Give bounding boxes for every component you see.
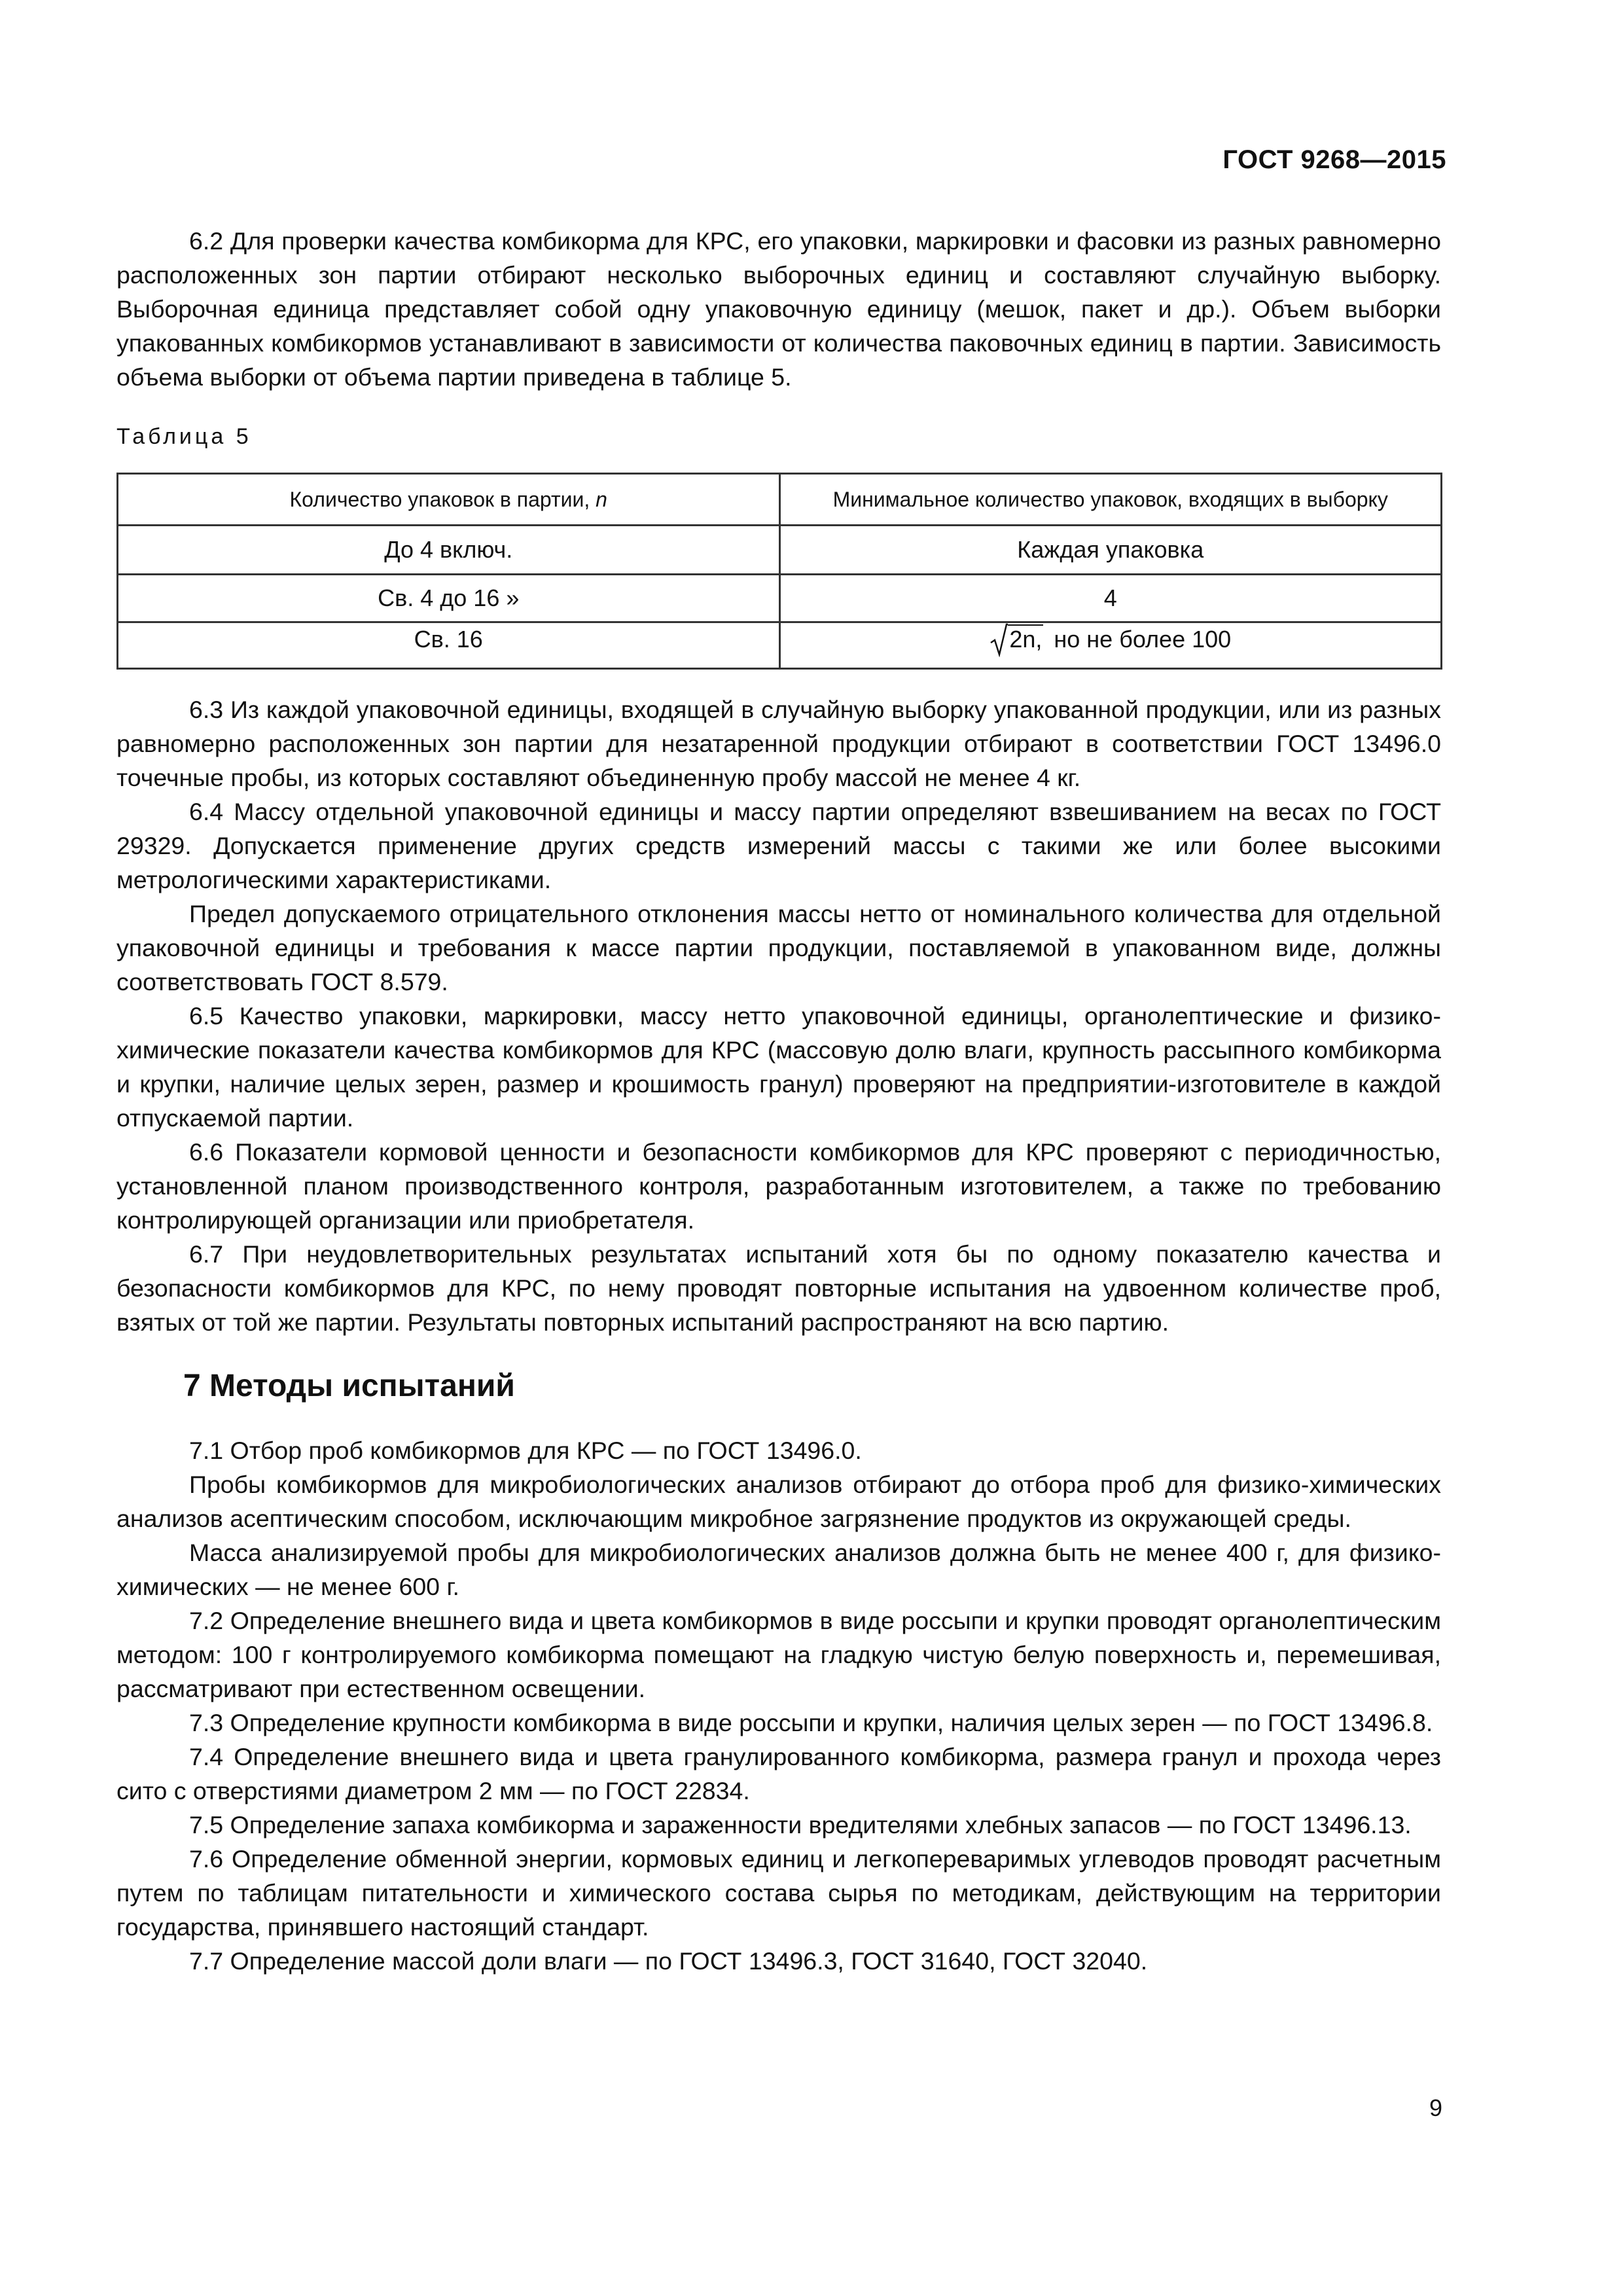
table-row xyxy=(118,526,1442,575)
table-cell-min-samples: Каждая упаковка xyxy=(779,526,1442,575)
table-header-lot-size-text: Количество упаковок в партии, xyxy=(289,487,590,511)
paragraph-6-7: 6.7 При неудовлетворительных результатах испытаний хотя бы по одному показателю качества и безопасности комбикормов для КРС, по нему проводят повторные испытания на удвоенном количестве проб, взятых от той же партии. Результаты повторных испытаний распространяют на всю партию. xyxy=(116,1240,1441,1336)
paragraph-6-3: 6.3 Из каждой упаковочной единицы, входящей в случайную выборку упакованной продукции, или из разных равномерно расположенных зон партии для незатаренной продукции отбирают в соответствии ГОСТ 13496.0 точечные пробы, из которых составляют объединенную пробу массой не менее 4 кг. xyxy=(116,696,1441,791)
section-7-title: 7 Методы испытаний xyxy=(183,1369,515,1403)
standard-code-header: ГОСТ 9268—2015 xyxy=(1222,145,1446,174)
page-number: 9 xyxy=(1429,2094,1442,2121)
table-cell-lot-size: Св. 4 до 16 » xyxy=(118,575,780,622)
paragraph-7-1-mass: Масса анализируемой пробы для микробиологических анализов должна быть не менее 400 г, для физико-химических — не менее 600 г. xyxy=(116,1539,1441,1600)
paragraph-7-2: 7.2 Определение внешнего вида и цвета комбикормов в виде россыпи и крупки проводят органолептическим методом: 100 г контролируемого комбикорма помещают на гладкую чистую белую поверхность и, перемешивая, рассматривают при естественном освещении. xyxy=(116,1607,1441,1702)
paragraph-7-3: 7.3 Определение крупности комбикорма в виде россыпи и крупки, наличия целых зерен — по ГОСТ 13496.8. xyxy=(189,1709,1433,1736)
section-6-2 xyxy=(116,224,1441,394)
paragraph-7-1: 7.1 Отбор проб комбикормов для КРС — по ГОСТ 13496.0. xyxy=(189,1437,862,1464)
paragraph-6-4: 6.4 Массу отдельной упаковочной единицы и массу партии определяют взвешиванием на весах по ГОСТ 29329. Допускается применение других средств измерений массы с такими же или более высокими метрологическими характеристиками. xyxy=(116,798,1441,893)
radical-sign-icon xyxy=(990,623,1008,657)
table-cell-lot-size: Св. 16 xyxy=(118,622,780,669)
square-root-radicand: 2n, xyxy=(1009,626,1043,653)
square-root-expression xyxy=(990,626,1043,653)
sample-size-table xyxy=(116,473,1442,670)
table-header-row xyxy=(118,474,1442,526)
paragraph-7-6: 7.6 Определение обменной энергии, кормовых единиц и легкопереваримых углеводов проводят расчетным путем по таблицам питательности и химического состава сырья по методикам, действующим на территории государства, принявшего настоящий стандарт. xyxy=(116,1845,1441,1941)
section-7-body xyxy=(116,1433,1441,1978)
paragraph-6-6: 6.6 Показатели кормовой ценности и безопасности комбикормов для КРС проверяют с периодичностью, установленной планом производственного контроля, разработанным изготовителем, а также по требованию контролирующей организации или приобретателя. xyxy=(116,1138,1441,1234)
table-cell-min-samples xyxy=(779,622,1442,669)
paragraph-6-2: 6.2 Для проверки качества комбикорма для КРС, его упаковки, маркировки и фасовки из разных равномерно расположенных зон партии отбирают несколько выборочных единиц и составляют случайную выборку. Выборочная единица представляет собой одну упаковочную единицу (мешок, пакет и др.). Объем выборки упакованных комбикормов устанавливают в зависимости от количества паковочных единиц в партии. Зависимость объема выборки от объема партии приведена в таблице 5. xyxy=(116,227,1441,391)
paragraph-6-4-limit: Предел допускаемого отрицательного отклонения массы нетто от номинального количества для отдельной упаковочной единицы и требования к массе партии продукции, поставляемой в упакованном виде, должны соответствовать ГОСТ 8.579. xyxy=(116,900,1441,996)
table-header-min-samples: Минимальное количество упаковок, входящих в выборку xyxy=(779,474,1442,526)
table-caption: Таблица 5 xyxy=(116,424,252,449)
table-cell-lot-size: До 4 включ. xyxy=(118,526,780,575)
section-6-3-to-6-7 xyxy=(116,692,1441,1339)
paragraph-6-5: 6.5 Качество упаковки, маркировки, массу нетто упаковочной единицы, органолептические и физико-химические показатели качества комбикормов для КРС (массовую долю влаги, крупность рассыпного комбикорма и крупки, наличие целых зерен, размер и крошимость гранул) проверяют на предприятии-изготовителе в каждой отпускаемой партии. xyxy=(116,1002,1441,1132)
table-row xyxy=(118,622,1442,669)
paragraph-7-4: 7.4 Определение внешнего вида и цвета гранулированного комбикорма, размера гранул и прохода через сито с отверстиями диаметром 2 мм — по ГОСТ 22834. xyxy=(116,1743,1441,1804)
limit-text: но не более 100 xyxy=(1054,626,1232,653)
paragraph-7-5: 7.5 Определение запаха комбикорма и зараженности вредителями хлебных запасов — по ГОСТ 13496.13. xyxy=(189,1811,1412,1839)
paragraph-7-1-micro: Пробы комбикормов для микробиологических анализов отбирают до отбора проб для физико-химических анализов асептическим способом, исключающим микробное загрязнение продуктов из окружающей среды. xyxy=(116,1471,1441,1532)
table-row xyxy=(118,575,1442,622)
table-header-lot-size xyxy=(118,474,780,526)
table-header-lot-size-var: n xyxy=(596,487,607,511)
table-cell-min-samples: 4 xyxy=(779,575,1442,622)
paragraph-7-7: 7.7 Определение массой доли влаги — по ГОСТ 13496.3, ГОСТ 31640, ГОСТ 32040. xyxy=(189,1947,1148,1975)
